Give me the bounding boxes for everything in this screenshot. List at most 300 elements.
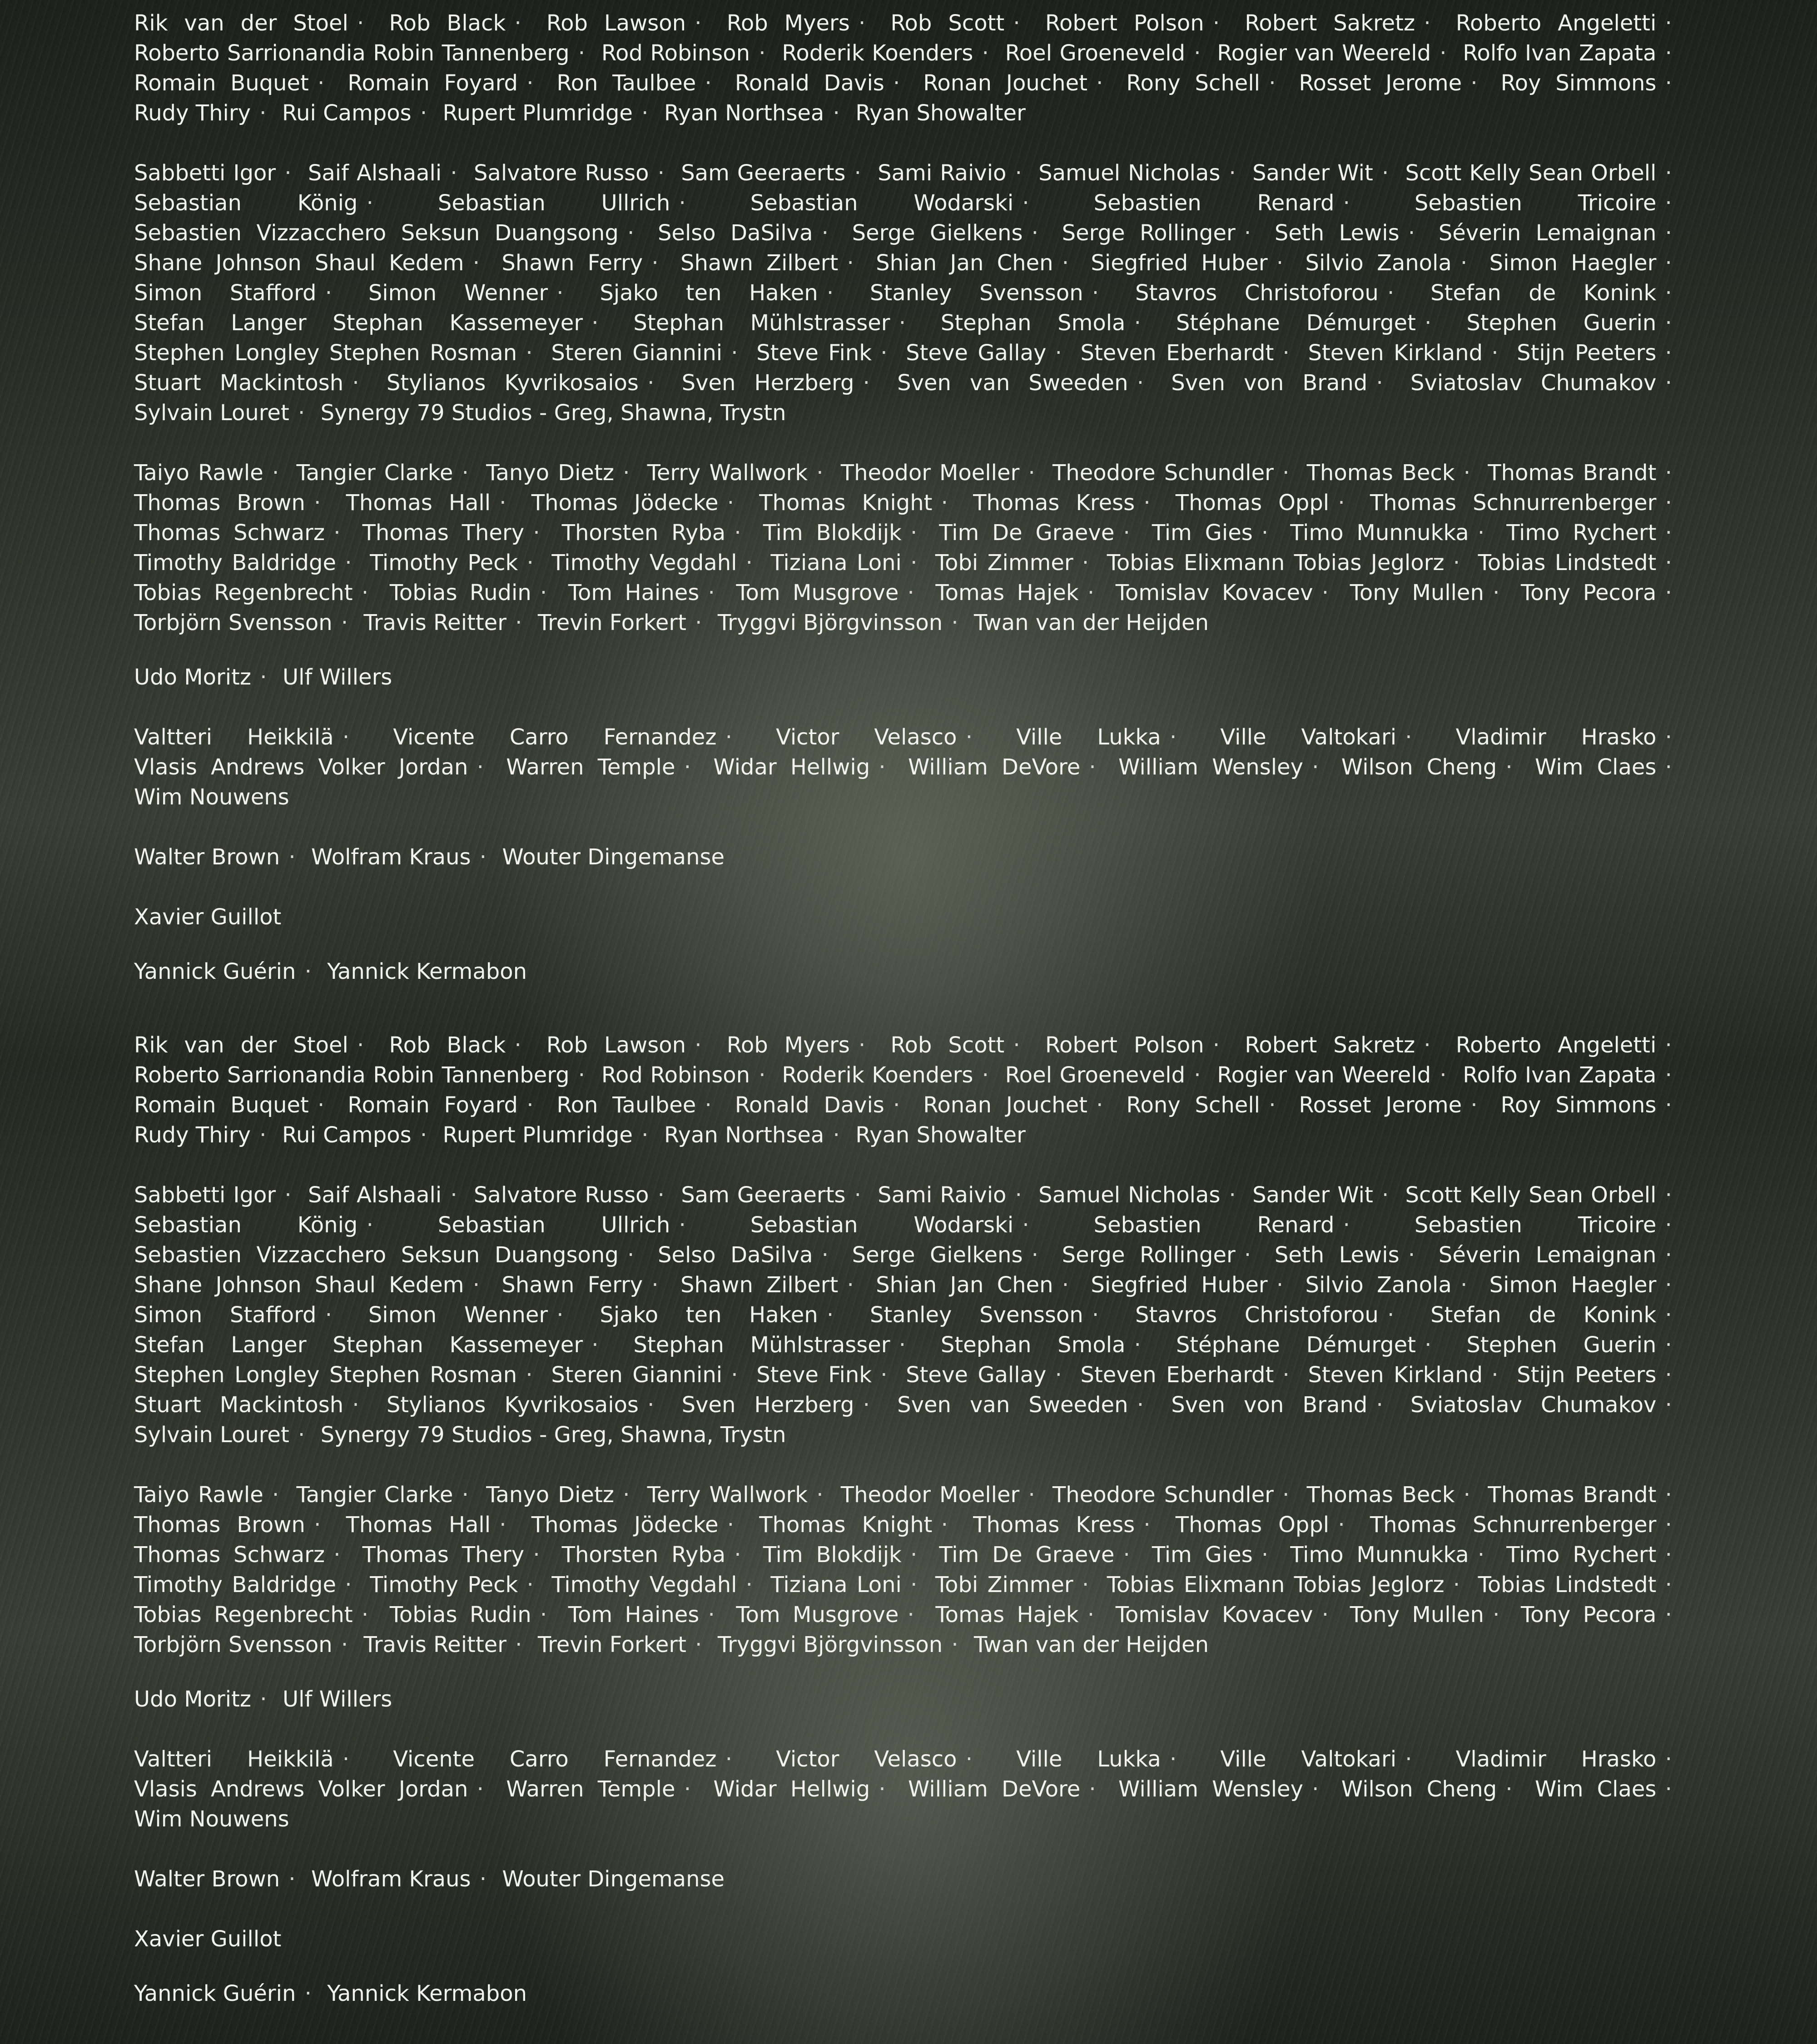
name-separator: · [907,1602,914,1627]
credit-name: Stefan Langer Stephan Kassemeyer [134,310,583,336]
credit-name: Theodore Schundler [1052,1482,1274,1508]
credit-name: Romain Buquet [134,70,309,96]
name-separator: · [1244,220,1251,246]
credit-name: Rogier van Weereld [1217,40,1431,66]
credit-name: Twan van der Heijden [974,610,1209,635]
name-separator: · [499,490,506,516]
credit-name: Thomas Oppl [1175,490,1330,516]
credit-name: Vladimir Hrasko [1455,724,1657,750]
name-separator: · [1665,160,1672,186]
credit-name: Tim De Graeve [939,1542,1115,1568]
name-separator: · [1665,1242,1672,1268]
name-separator: · [1665,1602,1672,1627]
credit-name: Stuart Mackintosh [134,370,344,396]
credit-name: Sven Herzberg [681,1392,854,1418]
credit-name: Torbjörn Svensson [134,610,333,635]
name-separator: · [1028,460,1035,486]
credit-name: Tiziana Loni [770,1572,902,1597]
credit-name: Ville Lukka [1016,724,1161,750]
credit-name: Wouter Dingemanse [502,844,725,870]
name-separator: · [695,1632,702,1657]
name-separator: · [1055,340,1062,366]
credit-name: Timo Munnukka [1290,520,1469,546]
name-separator: · [298,1422,305,1448]
credit-name: Ville Valtokari [1220,724,1397,750]
credit-name: Thomas Beck [1306,1482,1455,1508]
name-separator: · [1276,1272,1284,1298]
credit-name: Timothy Baldridge [134,1572,337,1597]
credit-name: Vlasis Andrews Volker Jordan [134,1776,468,1802]
credit-name: Simon Wenner [368,1302,548,1328]
name-separator: · [1665,1332,1672,1358]
credit-name: Thomas Thery [362,1542,525,1568]
name-separator: · [641,100,649,126]
credit-name: Thomas Hall [346,490,491,516]
credit-name: Twan van der Heijden [974,1632,1209,1657]
name-separator: · [1440,1062,1447,1088]
name-separator: · [759,40,766,66]
credit-name: Ville Valtokari [1220,1746,1397,1772]
credit-name: Udo Moritz [134,665,252,690]
credit-name: Thomas Knight [759,490,933,516]
name-separator: · [1062,1272,1069,1298]
name-separator: · [462,460,469,486]
name-separator: · [345,1572,352,1597]
credit-name: Rui Campos [282,1122,412,1148]
credit-name: Sami Raivio [878,160,1007,186]
name-separator: · [826,280,834,306]
credit-name: Roberto Sarrionandia Robin Tannenberg [134,1062,570,1088]
name-separator: · [1229,1182,1236,1208]
name-separator: · [1089,1776,1096,1802]
credit-name: Thorsten Ryba [561,1542,726,1568]
credit-name: Séverin Lemaignan [1438,1242,1657,1268]
name-separator: · [1470,1092,1478,1118]
name-separator: · [578,1062,586,1088]
name-separator: · [1137,1392,1144,1418]
credit-name: Thomas Schnurrenberger [1370,490,1657,516]
credit-name: Widar Hellwig [713,1776,870,1802]
credit-name: Stavros Christoforou [1135,1302,1379,1328]
credit-name: Ryan Showalter [855,1122,1026,1148]
name-separator: · [734,1542,741,1568]
name-separator: · [910,550,918,575]
name-separator: · [725,724,732,750]
name-separator: · [361,1602,369,1627]
credit-name: Tim Gies [1152,520,1253,546]
name-separator: · [1387,1302,1395,1328]
credit-name: Stijn Peeters [1517,1362,1657,1388]
credit-name: Rik van der Stoel [134,10,348,36]
credit-name: Travis Reitter [363,610,506,635]
name-separator: · [1381,160,1389,186]
credit-name: Romain Foyard [348,70,518,96]
name-separator: · [1137,370,1144,396]
credit-name: Tobias Regenbrecht [134,580,353,605]
name-separator: · [941,490,948,516]
credit-name: Stéphane Démurget [1176,1332,1416,1358]
name-separator: · [734,520,741,546]
name-separator: · [540,580,547,605]
name-separator: · [651,1272,659,1298]
credit-name: Roderik Koenders [782,40,973,66]
name-separator: · [1013,10,1020,36]
credit-name: Stephan Smola [940,310,1126,336]
name-separator: · [910,1572,918,1597]
credit-name: Timothy Peck [370,1572,518,1597]
credit-name: Thomas Schnurrenberger [1370,1512,1657,1538]
credit-name: Stephan Mühlstrasser [633,310,890,336]
credit-name: Simon Stafford [134,280,317,306]
name-separator: · [1244,1242,1251,1268]
credit-name: Tony Pecora [1520,580,1657,605]
name-separator: · [1229,160,1236,186]
name-separator: · [526,1092,534,1118]
name-separator: · [623,1482,630,1508]
name-separator: · [1062,250,1069,276]
credit-name: Steven Kirkland [1308,1362,1483,1388]
name-separator: · [1408,1242,1415,1268]
credit-name: Séverin Lemaignan [1438,220,1657,246]
credit-name: Shawn Ferry [501,1272,643,1298]
credit-name: Rob Scott [890,1032,1005,1058]
credit-name: Timo Rychert [1506,520,1657,546]
name-separator: · [951,1632,958,1657]
credit-name: Sabbetti Igor [134,1182,276,1208]
credit-name: Udo Moritz [134,1687,252,1712]
credit-name: Serge Gielkens [852,220,1023,246]
name-separator: · [260,665,267,690]
name-separator: · [1425,310,1432,336]
name-separator: · [1276,250,1284,276]
credit-name: Thomas Kress [973,490,1135,516]
name-separator: · [899,1332,906,1358]
credits-section-x [134,1924,1681,1954]
credit-name: Stephan Smola [940,1332,1126,1358]
credit-name: Sebastien Tricoire [1414,1212,1657,1238]
name-separator: · [731,1362,738,1388]
credit-name: Thomas Jödecke [531,1512,719,1538]
name-separator: · [318,1092,325,1118]
name-separator: · [1269,1092,1276,1118]
credit-name: Selso DaSilva [657,220,813,246]
credit-name: Simon Stafford [134,1302,317,1328]
credit-name: Tom Haines [568,580,700,605]
credit-name: Seth Lewis [1274,1242,1400,1268]
credit-name: Xavier Guillot [134,904,282,930]
credit-name: Wolfram Kraus [311,844,471,870]
name-separator: · [679,1212,686,1238]
credit-name: Sebastian Ullrich [437,1212,670,1238]
name-separator: · [705,70,712,96]
credit-name: Samuel Nicholas [1038,1182,1221,1208]
credit-name: Tom Musgrove [736,1602,899,1627]
name-separator: · [477,754,484,780]
name-separator: · [578,40,586,66]
credit-name: Steve Gallay [906,340,1047,366]
name-separator: · [695,10,702,36]
name-separator: · [1665,1512,1672,1538]
credit-name: Stephan Mühlstrasser [633,1332,890,1358]
name-separator: · [725,1746,732,1772]
name-separator: · [731,340,738,366]
credit-name: Ronald Davis [735,70,884,96]
name-separator: · [556,1302,564,1328]
credit-name: Thomas Thery [362,520,525,546]
name-separator: · [1015,160,1022,186]
name-separator: · [1212,10,1220,36]
credit-name: Shawn Ferry [501,250,643,276]
name-separator: · [1082,1572,1089,1597]
name-separator: · [352,370,359,396]
name-separator: · [1028,1482,1035,1508]
credit-name: Roy Simmons [1500,1092,1657,1118]
name-separator: · [357,1032,364,1058]
credit-name: Rosset Jerome [1299,70,1462,96]
name-separator: · [1491,340,1499,366]
credit-name: Tobias Regenbrecht [134,1602,353,1627]
name-separator: · [477,1776,484,1802]
credit-name: Siegfried Huber [1091,1272,1268,1298]
credit-name: Rolfo Ivan Zapata [1463,40,1657,66]
credit-name: Thomas Schwarz [134,1542,325,1568]
credit-name: Roel Groeneveld [1005,40,1186,66]
credit-name: Serge Rollinger [1062,1242,1236,1268]
name-separator: · [1460,1272,1468,1298]
credit-name: Ron Taulbee [556,70,696,96]
credit-name: Thomas Knight [759,1512,933,1538]
credit-name: Xavier Guillot [134,1926,282,1952]
credits-block-1 [134,8,1681,987]
credit-name: Roderik Koenders [782,1062,973,1088]
credit-name: Tobias Rudin [389,580,531,605]
credit-name: Stefan de Konink [1430,280,1657,306]
name-separator: · [833,100,840,126]
credit-name: Taiyo Rawle [134,460,263,486]
credit-name: Rod Robinson [601,1062,750,1088]
credit-name: Rupert Plumridge [442,1122,633,1148]
credit-name: William DeVore [908,1776,1081,1802]
credit-name: Valtteri Heikkilä [134,724,334,750]
credit-name: Simon Wenner [368,280,548,306]
credit-name: Theodor Moeller [840,1482,1020,1508]
name-separator: · [907,580,914,605]
name-separator: · [1376,1392,1383,1418]
credit-name: Stylianos Kyvrikosaios [386,1392,639,1418]
name-separator: · [1338,490,1345,516]
name-separator: · [627,1242,635,1268]
credit-name: Tanyo Dietz [486,460,614,486]
name-separator: · [260,1687,267,1712]
credit-name: Stavros Christoforou [1135,280,1379,306]
credit-name: Wilson Cheng [1341,1776,1497,1802]
name-separator: · [647,1392,655,1418]
name-separator: · [965,1746,973,1772]
credit-name: Timothy Vegdahl [551,1572,737,1597]
credit-name: Trevin Forkert [537,610,686,635]
credits-section-s [134,1180,1681,1450]
credit-name: Tony Mullen [1350,580,1484,605]
credit-name: Warren Temple [506,1776,675,1802]
credit-name: Samuel Nicholas [1038,160,1221,186]
credit-name: Tom Haines [568,1602,700,1627]
credit-name: Silvio Zanola [1305,1272,1452,1298]
credit-name: Rudy Thiry [134,100,251,126]
name-separator: · [1408,220,1415,246]
credit-name: Sven von Brand [1171,1392,1368,1418]
name-separator: · [1424,10,1431,36]
credit-name: Stéphane Démurget [1176,310,1416,336]
credit-name: Tryggvi Björgvinsson [717,1632,943,1657]
credit-name: Terry Wallwork [647,1482,808,1508]
name-separator: · [1282,1362,1290,1388]
name-separator: · [641,1122,649,1148]
credit-name: Serge Gielkens [852,1242,1023,1268]
name-separator: · [858,10,866,36]
name-separator: · [1312,754,1319,780]
credits-section-w [134,842,1681,872]
name-separator: · [657,160,665,186]
name-separator: · [863,370,870,396]
credit-name: Vicente Carro Fernandez [393,1746,717,1772]
credit-name: Scott Kelly Sean Orbell [1405,160,1657,186]
credit-name: Ryan Northsea [664,1122,824,1148]
credit-name: Ville Lukka [1016,1746,1161,1772]
credits-section-x [134,902,1681,932]
credit-name: Tim Blokdijk [763,1542,902,1568]
name-separator: · [352,1392,359,1418]
credit-name: Roy Simmons [1500,70,1657,96]
credit-name: Shane Johnson Shaul Kedem [134,250,464,276]
name-separator: · [1425,1332,1432,1358]
name-separator: · [854,1182,861,1208]
name-separator: · [1665,190,1672,216]
credit-name: Vladimir Hrasko [1455,1746,1657,1772]
credit-name: Steren Giannini [551,340,723,366]
name-separator: · [1082,550,1089,575]
credit-name: Stefan Langer Stephan Kassemeyer [134,1332,583,1358]
credit-name: Tobias Lindstedt [1478,1572,1657,1597]
name-separator: · [345,550,352,575]
name-separator: · [318,70,325,96]
name-separator: · [333,520,341,546]
credit-name: Stephen Longley Stephen Rosman [134,1362,517,1388]
name-separator: · [1493,1602,1500,1627]
name-separator: · [462,1482,469,1508]
name-separator: · [1505,754,1513,780]
credit-name: Tony Mullen [1350,1602,1484,1627]
credit-name: Synergy 79 Studios - Greg, Shawna, Trystn [320,400,786,426]
credit-name: Tobias Elixmann Tobias Jeglorz [1107,1572,1445,1597]
name-separator: · [899,310,906,336]
credit-name: Tim De Graeve [939,520,1115,546]
credit-name: Rob Lawson [546,1032,686,1058]
credit-name: Trevin Forkert [537,1632,686,1657]
name-separator: · [1338,1512,1345,1538]
name-separator: · [1031,1242,1038,1268]
credit-name: Widar Hellwig [713,754,870,780]
name-separator: · [1453,1572,1460,1597]
name-separator: · [679,190,686,216]
name-separator: · [1096,1092,1103,1118]
credit-name: William Wensley [1118,754,1303,780]
name-separator: · [1477,520,1485,546]
credit-name: Ronald Davis [735,1092,884,1118]
credit-name: Yannick Guérin [134,959,296,984]
name-separator: · [1022,1212,1029,1238]
name-separator: · [657,1182,665,1208]
name-separator: · [1015,1182,1022,1208]
name-separator: · [515,1632,522,1657]
name-separator: · [1087,1602,1095,1627]
credit-name: Sven van Sweeden [897,1392,1128,1418]
name-separator: · [863,1392,870,1418]
name-separator: · [304,1981,312,2006]
name-separator: · [816,460,824,486]
credit-name: Romain Buquet [134,1092,309,1118]
name-separator: · [1261,1542,1269,1568]
credit-name: Timo Rychert [1506,1542,1657,1568]
name-separator: · [1665,754,1672,780]
credits-section-t [134,458,1681,638]
credit-name: Rob Lawson [546,10,686,36]
credit-name: Stanley Svensson [870,1302,1083,1328]
credit-name: Rui Campos [282,100,412,126]
name-separator: · [1212,1032,1220,1058]
name-separator: · [1493,580,1500,605]
name-separator: · [1665,550,1672,575]
name-separator: · [1092,1302,1099,1328]
name-separator: · [1321,580,1329,605]
credit-name: Ronan Jouchet [923,1092,1087,1118]
credit-name: Silvio Zanola [1305,250,1452,276]
name-separator: · [1665,310,1672,336]
name-separator: · [1343,190,1350,216]
credit-name: Tangier Clarke [296,1482,453,1508]
name-separator: · [333,1542,341,1568]
credit-name: Tobias Elixmann Tobias Jeglorz [1107,550,1445,575]
credit-name: Tomas Hajek [935,580,1079,605]
name-separator: · [1123,520,1130,546]
credit-name: Rupert Plumridge [442,100,633,126]
name-separator: · [366,1212,373,1238]
name-separator: · [1387,280,1395,306]
name-separator: · [821,1242,829,1268]
credit-name: Roberto Sarrionandia Robin Tannenberg [134,40,570,66]
name-separator: · [1312,1776,1319,1802]
name-separator: · [526,550,534,575]
credit-name: Timo Munnukka [1290,1542,1469,1568]
name-separator: · [684,1776,691,1802]
credit-name: Sebastien Renard [1093,190,1335,216]
name-separator: · [1089,754,1096,780]
name-separator: · [647,370,655,396]
name-separator: · [1424,1032,1431,1058]
name-separator: · [684,754,691,780]
credit-name: Sebastian König [134,190,358,216]
name-separator: · [325,280,332,306]
credit-name: Warren Temple [506,754,675,780]
name-separator: · [847,1272,854,1298]
credit-name: Sven Herzberg [681,370,854,396]
name-separator: · [341,610,348,635]
credit-name: Wim Nouwens [134,784,289,810]
credit-name: Sebastien Tricoire [1414,190,1657,216]
name-separator: · [1169,724,1177,750]
name-separator: · [1665,580,1672,605]
name-separator: · [288,844,296,870]
name-separator: · [361,580,369,605]
